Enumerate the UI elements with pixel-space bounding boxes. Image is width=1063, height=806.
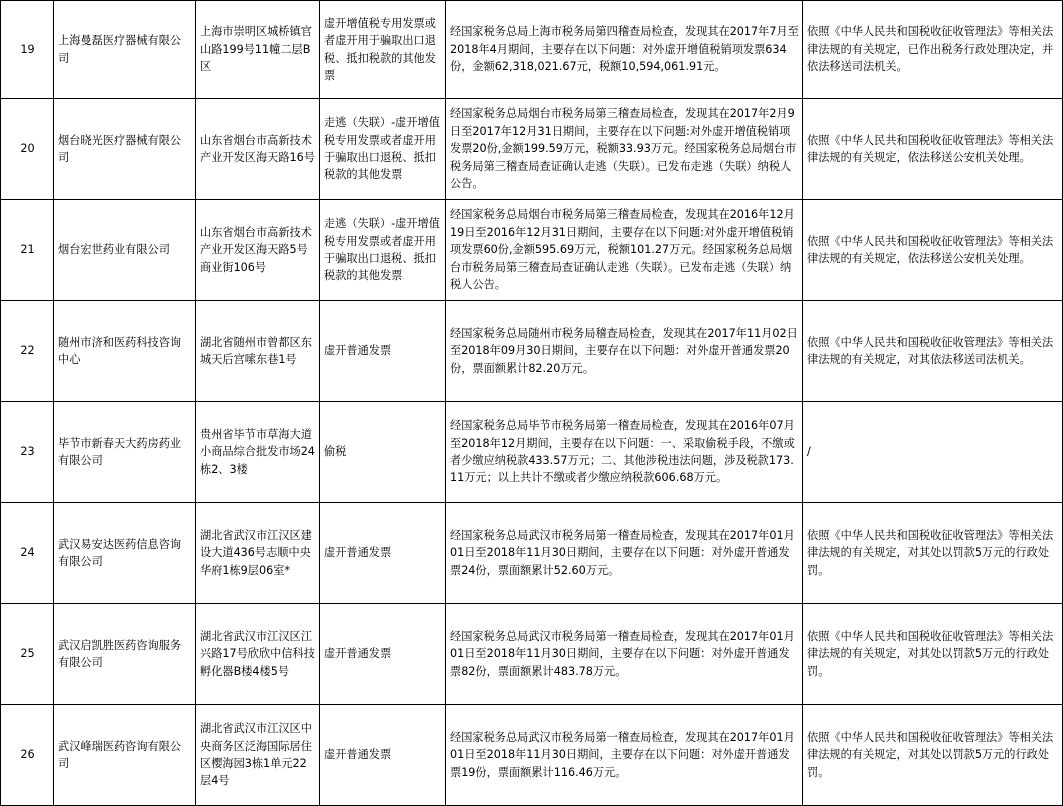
- violation-type: 虚开普通发票: [320, 705, 446, 806]
- company-address: 上海市崇明区城桥镇官山路199号11幢二层B区: [196, 1, 320, 99]
- table-row: [1, 200, 1063, 301]
- case-details: 经国家税务总局武汉市税务局第一稽查局检查，发现其在2017年01月01日至2018年11月30日期间，主要存在以下问题：对外虚开普通发票19份，票面额累计116.46万元。: [446, 705, 803, 806]
- row-number: 25: [1, 604, 54, 705]
- company-address: 湖北省武汉市江汉区建设大道436号志顺中央华府1栋9层06室*: [196, 503, 320, 604]
- case-details: 经国家税务总局烟台市税务局第三稽查局检查，发现其在2017年2月9日至2017年12月31日期间，主要存在以下问题:对外虚开增值税销项发票20份,金额199.59万元，税额33.93万元。经国家税务总局烟台市税务局第三稽查局查证确认走逃（失联）。已发布走逃（失联）纳税人公告。: [446, 99, 803, 200]
- company-name: 武汉易安达医药信息咨询有限公司: [54, 503, 196, 604]
- row-number: 22: [1, 301, 54, 402]
- row-number: 20: [1, 99, 54, 200]
- violation-type: 虚开普通发票: [320, 301, 446, 402]
- company-address: 山东省烟台市高新技术产业开发区海天路5号商业街106号: [196, 200, 320, 301]
- legal-action: 依照《中华人民共和国税收征收管理法》等相关法律法规的有关规定，依法移送公安机关处理。: [803, 200, 1063, 301]
- table-row: [1, 402, 1063, 503]
- legal-action: 依照《中华人民共和国税收征收管理法》等相关法律法规的有关规定，已作出税务行政处理决定，并依法移送司法机关。: [803, 1, 1063, 99]
- case-details: 经国家税务总局上海市税务局第四稽查局检查，发现其在2017年7月至2018年4月期间，主要存在以下问题：对外虚开增值税销项发票634份，金额62,318,021.67元，税额10,594,061.91元。: [446, 1, 803, 99]
- row-number: 26: [1, 705, 54, 806]
- row-number: 23: [1, 402, 54, 503]
- legal-action: 依照《中华人民共和国税收征收管理法》等相关法律法规的有关规定，对其处以罚款5万元的行政处罚。: [803, 604, 1063, 705]
- company-name: 烟台晓光医疗器械有限公司: [54, 99, 196, 200]
- table-row: [1, 604, 1063, 705]
- case-details: 经国家税务总局随州市税务局稽查局检查，发现其在2017年11月02日至2018年09月30日期间，主要存在以下问题：对外虚开普通发票20份，票面额累计82.20万元。: [446, 301, 803, 402]
- table-row: [1, 1, 1063, 99]
- company-name: 烟台宏世药业有限公司: [54, 200, 196, 301]
- company-address: 湖北省武汉市江汉区中央商务区泛海国际居住区樱海园3栋1单元22层4号: [196, 705, 320, 806]
- legal-action: 依照《中华人民共和国税收征收管理法》等相关法律法规的有关规定，对其处以罚款5万元的行政处罚。: [803, 705, 1063, 806]
- legal-action: 依照《中华人民共和国税收征收管理法》等相关法律法规的有关规定，对其处以罚款5万元的行政处罚。: [803, 503, 1063, 604]
- violation-type: 虚开增值税专用发票或者虚开用于骗取出口退税、抵扣税款的其他发票: [320, 1, 446, 99]
- legal-action: 依照《中华人民共和国税收征收管理法》等相关法律法规的有关规定，对其依法移送司法机关。: [803, 301, 1063, 402]
- violation-type: 偷税: [320, 402, 446, 503]
- company-address: 山东省烟台市高新技术产业开发区海天路16号: [196, 99, 320, 200]
- company-address: 湖北省随州市曾都区东城天后宫嗦东巷1号: [196, 301, 320, 402]
- company-address: 湖北省武汉市江汉区江兴路17号欣欣中信科技孵化器B楼4楼5号: [196, 604, 320, 705]
- case-details: 经国家税务总局武汉市税务局第一稽查局检查，发现其在2017年01月01日至2018年11月30日期间，主要存在以下问题：对外虚开普通发票24份，票面额累计52.60万元。: [446, 503, 803, 604]
- table-row: [1, 503, 1063, 604]
- row-number: 24: [1, 503, 54, 604]
- company-address: 贵州省毕节市草海大道小商品综合批发市场24栋2、3楼: [196, 402, 320, 503]
- company-name: 上海曼磊医疗器械有限公司: [54, 1, 196, 99]
- company-name: 随州市济和医药科技咨询中心: [54, 301, 196, 402]
- company-name: 武汉启凯胜医药咨询服务有限公司: [54, 604, 196, 705]
- table-row: [1, 705, 1063, 806]
- violation-type: 虚开普通发票: [320, 604, 446, 705]
- table-row: [1, 301, 1063, 402]
- company-name: 毕节市新春天大药房药业有限公司: [54, 402, 196, 503]
- company-name: 武汉峰瑞医药咨询有限公司: [54, 705, 196, 806]
- violation-type: 走逃（失联）-虚开增值税专用发票或者虚开用于骗取出口退税、抵扣税款的其他发票: [320, 99, 446, 200]
- legal-action: /: [803, 402, 1063, 503]
- case-details: 经国家税务总局毕节市税务局第一稽查局检查，发现其在2016年07月至2018年12月期间，主要存在以下问题：一、采取偷税手段，不缴或者少缴应纳税款433.57万元；二、其他涉税违法问题，涉及税款173.11万元；以上共计不缴或者少缴应纳税款606.68万元。: [446, 402, 803, 503]
- row-number: 21: [1, 200, 54, 301]
- legal-action: 依照《中华人民共和国税收征收管理法》等相关法律法规的有关规定，依法移送公安机关处理。: [803, 99, 1063, 200]
- violation-type: 虚开普通发票: [320, 503, 446, 604]
- case-details: 经国家税务总局烟台市税务局第三稽查局检查，发现其在2016年12月19日至2016年12月31日期间，主要存在以下问题:对外虚开增值税销项发票60份,金额595.69万元，税额101.27万元。经国家税务总局烟台市税务局第三稽查局查证确认走逃（失联）。已发布走逃（失联）纳税人公告。: [446, 200, 803, 301]
- case-details: 经国家税务总局武汉市税务局第一稽查局检查，发现其在2017年01月01日至2018年11月30日期间，主要存在以下问题：对外虚开普通发票82份，票面额累计483.78万元。: [446, 604, 803, 705]
- table-row: [1, 99, 1063, 200]
- violation-type: 走逃（失联）-虚开增值税专用发票或者虚开用于骗取出口退税、抵扣税款的其他发票: [320, 200, 446, 301]
- row-number: 19: [1, 1, 54, 99]
